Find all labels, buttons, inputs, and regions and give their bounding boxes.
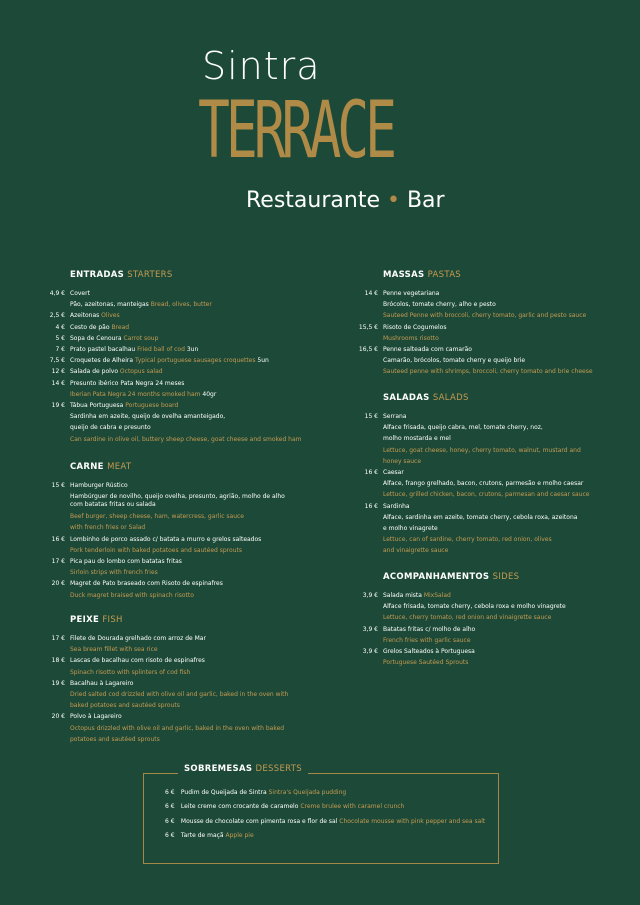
item-name-en: Sintra's Queijada pudding (268, 789, 347, 796)
logo-restaurante: Restaurante (246, 188, 380, 213)
item-price: 7,5 € (49, 357, 65, 365)
dessert-item (165, 803, 404, 810)
item-name: Serrana (383, 413, 407, 420)
menu-item (50, 633, 330, 644)
logo-terrace: TERRACE (198, 86, 393, 176)
item-price: 7 € (55, 346, 65, 354)
logo-sintra: Sintra (202, 44, 321, 88)
item-price: 15,5 € (358, 323, 378, 331)
item-desc-en: Sirloin strips with french fries (70, 569, 158, 577)
item-name: Leite creme com crocante de caramelo (180, 803, 299, 810)
menu-item (50, 355, 330, 366)
item-price: 6 € (165, 789, 175, 796)
menu-item (50, 711, 330, 722)
item-desc-en: with french fries or Salad (70, 524, 146, 532)
item-price: 4 € (55, 323, 65, 331)
menu-item (363, 288, 613, 299)
item-desc-en: Sauteed Penne with broccoli, cherry tomato, garlic and pesto sauce (383, 312, 587, 320)
section-title (363, 391, 613, 411)
item-desc-en: baked potatoes and sautéed sprouts (70, 702, 180, 710)
logo-bar: Bar (406, 188, 445, 213)
item-name-en: Olives (101, 312, 120, 320)
title-pt: SOBREMESAS (184, 764, 253, 774)
item-desc-en: Bread, olives, butter (150, 301, 212, 309)
section-title (363, 570, 613, 590)
item-price: 3,9 € (362, 625, 378, 633)
item-desc-pt: com batatas fritas ou salada (70, 501, 156, 509)
item-price: 17 € (51, 635, 65, 642)
item-desc-en: Duck magret braised with spinach risotto (70, 591, 194, 599)
item-name-en: Carrot soup (123, 334, 159, 342)
menu-item (50, 534, 330, 545)
section-massas (358, 268, 613, 378)
item-desc-en: Lettuce, cherry tomato, red onion and vinaigrette sauce (383, 614, 552, 622)
item-price: 6 € (165, 818, 175, 825)
item-name: Cesto de pão (70, 323, 110, 331)
section-title (50, 613, 330, 633)
item-name: Covert (70, 290, 90, 297)
item-desc-pt: Alface, sardinha em azeite, tomate cherry, cebola roxa, azeitona (383, 513, 578, 521)
item-name: Bacalhau à Lagareiro (70, 679, 134, 687)
item-desc-pt: Camarão, brócolos, tomate cherry e queijo brie (383, 357, 526, 365)
item-price: 19 € (51, 679, 65, 687)
title-pt: SALADAS (383, 393, 430, 403)
menu-item (358, 344, 613, 355)
dessert-item (165, 832, 254, 839)
item-price: 20 € (51, 713, 65, 721)
item-name: Croquetes de Alheira (70, 357, 134, 365)
item-name: Risoto de Cogumelos (383, 323, 447, 331)
menu-item (50, 366, 330, 377)
title-pt: ACOMPANHAMENTOS (383, 572, 490, 582)
title-en: STARTERS (127, 270, 173, 280)
menu-item (50, 556, 330, 567)
section-saladas (363, 391, 613, 557)
menu-item (50, 400, 330, 411)
section-title (363, 268, 613, 288)
menu-item (363, 501, 613, 512)
item-quantity: 3un (186, 346, 199, 354)
item-name: Hamburger Rústico (70, 482, 128, 489)
menu-item (50, 678, 330, 689)
menu-item (50, 578, 330, 589)
item-name: Polvo à Lagareiro (70, 713, 122, 721)
menu-item (358, 322, 613, 333)
dessert-item (165, 818, 485, 825)
item-name-en: MixSalad (423, 592, 451, 599)
menu-item-desc (50, 389, 330, 400)
item-desc-en: Mushrooms risotto (383, 334, 439, 342)
item-name: Penne vegetariana (383, 290, 440, 297)
menu-item (363, 646, 613, 657)
title-pt: MASSAS (383, 270, 425, 280)
dessert-item (165, 789, 346, 796)
item-name-en: Typical portuguese sausages croquettes (134, 357, 256, 365)
item-desc-en: Octopus drizzled with olive oil and garlic, baked in the oven with baked (70, 724, 285, 732)
item-desc-pt: Hambúrguer de novilho, queijo ovelha, presunto, agrião, molho de alho (70, 493, 285, 501)
item-desc-en: Sauteed penne with shrimps, broccoli, cherry tomato and brie cheese (383, 368, 593, 376)
item-desc-pt: Alface, frango grelhado, bacon, crutons, parmesão e molho caesar (383, 480, 584, 488)
section-title-sobremesas (178, 764, 308, 774)
item-price: 16 € (364, 469, 378, 477)
item-price: 15 € (364, 413, 378, 420)
menu-item (363, 590, 613, 601)
item-name: Presunto ibérico Pata Negra 24 meses (70, 379, 185, 387)
menu-item (50, 378, 330, 389)
item-name-en: Fried ball of cod (137, 346, 185, 354)
menu-item (363, 411, 613, 422)
item-price: 2,5 € (49, 312, 65, 320)
item-name: Filete de Dourada grelhado com arroz de Mar (70, 635, 206, 642)
item-desc-pt: Brócolos, tomate cherry, alho e pesto (383, 301, 496, 309)
item-name-en: Iberian Pata Negra 24 months smoked ham (70, 390, 201, 398)
item-desc-en: Dried salted cod drizzled with olive oil and garlic, baked in the oven with (70, 691, 289, 699)
title-en: DESSERTS (255, 764, 302, 774)
item-price: 16 € (364, 502, 378, 510)
item-name: Azeitonas (70, 312, 100, 320)
item-name: Grelos Salteados à Portuguesa (383, 648, 475, 656)
item-desc-en: French fries with garlic sauce (383, 636, 471, 644)
title-en: SALADS (432, 393, 469, 403)
item-name-en: Portuguese board (125, 402, 179, 410)
item-quantity: 5un (257, 357, 269, 365)
item-price: 14 € (364, 290, 378, 297)
item-name: Sopa de Cenoura (70, 334, 122, 342)
item-price: 4,9 € (49, 290, 65, 297)
title-en: FISH (102, 615, 123, 625)
item-name: Prato pastel bacalhau (70, 346, 136, 354)
item-name: Caesar (383, 469, 404, 477)
item-desc-pt: queijo de cabra e presunto (70, 424, 151, 432)
section-peixe (50, 613, 330, 745)
item-name: Pica pau do lombo com batatas fritas (70, 558, 182, 566)
item-name: Mousse de chocolate com pimenta rosa e flor de sal (180, 818, 338, 825)
item-name-en: Octopus salad (119, 368, 163, 376)
menu-item (363, 467, 613, 478)
section-carne (50, 460, 330, 601)
item-desc-en: Spinach risotto with splinters of cod fish (70, 668, 191, 676)
section-acompanhamentos (363, 570, 613, 668)
item-desc-en: Beef burger, sheep cheese, ham, watercress, garlic sauce (70, 513, 244, 521)
menu-item (50, 322, 330, 333)
item-price: 15 € (51, 482, 65, 489)
title-pt: PEIXE (70, 615, 100, 625)
item-price: 3,9 € (362, 592, 378, 599)
item-price: 16,5 € (358, 346, 378, 354)
menu-item-desc (50, 299, 330, 310)
item-desc-pt: molho mostarda e mel (383, 435, 451, 443)
section-title (50, 460, 330, 480)
menu-item (50, 288, 330, 299)
item-price: 3,9 € (362, 648, 378, 656)
item-desc-en: Pork tenderloin with baked potatoes and sautéed sprouts (70, 546, 242, 554)
item-price: 12 € (51, 368, 65, 376)
item-desc-en: Sea bream fillet with sea rice (70, 646, 158, 654)
item-name: Pudim de Queijada de Sintra (180, 789, 267, 796)
section-entradas (50, 268, 330, 445)
item-desc-en: and vinaigrette sauce (383, 547, 449, 555)
item-desc-pt: Alface frisada, queijo cabra, mel, tomate cherry, noz, (383, 424, 543, 432)
item-desc-en: Lettuce, goat cheese, honey, cherry tomato, walnut, mustard and (383, 446, 581, 454)
menu-item (50, 310, 330, 321)
item-price: 19 € (51, 402, 65, 410)
title-en: PASTAS (427, 270, 462, 280)
title-en: MEAT (107, 462, 132, 472)
item-name-en: Apple pie (225, 832, 254, 839)
section-title (50, 268, 330, 288)
item-price: 6 € (165, 832, 175, 839)
item-name: Lombinho de porco assado c/ batata a murro e grelos salteados (70, 535, 262, 543)
menu-item (50, 344, 330, 355)
item-name: Magret de Pato braseado com Risoto de espinafres (70, 580, 223, 588)
menu-item (50, 333, 330, 344)
item-price: 20 € (51, 580, 65, 588)
menu-item (363, 624, 613, 635)
item-price: 6 € (165, 803, 175, 810)
item-name-en: Bread (111, 323, 130, 331)
item-price: 5 € (55, 334, 65, 342)
item-price: 17 € (51, 558, 65, 566)
item-desc-en: Lettuce, can of sardine, cherry tomato, red onion, olives (383, 536, 552, 544)
item-desc-pt: e molho vinagrete (383, 525, 438, 533)
item-desc-en: Can sardine in olive oil, buttery sheep cheese, goat cheese and smoked ham (70, 435, 302, 443)
item-name-en: Creme brulee with caramel crunch (300, 803, 405, 810)
item-desc-en: Portuguese Sautéed Sprouts (383, 659, 469, 667)
logo-subtitle (246, 188, 445, 213)
item-price: 14 € (51, 379, 65, 387)
item-name: Salada de polvo (70, 368, 118, 376)
title-pt: ENTRADAS (70, 270, 124, 280)
item-name: Tarte de maçã (180, 832, 224, 839)
item-desc-en: Lettuce, grilled chicken, bacon, crutons, parmesan and caesar sauce (383, 491, 590, 499)
item-price: 16 € (51, 535, 65, 543)
item-name: Lascas de bacalhau com risoto de espinafres (70, 657, 205, 665)
item-name: Sardinha (383, 502, 410, 510)
menu-item (50, 655, 330, 666)
item-name-en: Chocolate mousse with pink pepper and sea salt (339, 818, 486, 825)
menu-item (50, 480, 330, 491)
item-name: Penne salteada com camarão (383, 346, 472, 354)
title-pt: CARNE (70, 462, 104, 472)
logo-separator: • (386, 188, 400, 213)
item-name: Batatas fritas c/ molho de alho (383, 625, 476, 633)
item-desc-pt: Alface frisada, tomate cherry, cebola roxa e molho vinagrete (383, 603, 566, 611)
item-desc-pt: Pão, azeitonas, manteigas (70, 301, 149, 309)
item-desc-en: potatoes and sautéed sprouts (70, 735, 160, 743)
title-en: SIDES (492, 572, 520, 582)
item-name: Salada mista (383, 592, 422, 599)
item-desc-en: honey sauce (383, 457, 422, 465)
item-quantity: 40gr (202, 390, 217, 398)
item-price: 18 € (51, 657, 65, 665)
item-desc-pt: Sardinha em azeite, queijo de ovelha amanteigado, (70, 413, 226, 421)
item-name: Tábua Portuguesa (70, 402, 124, 410)
